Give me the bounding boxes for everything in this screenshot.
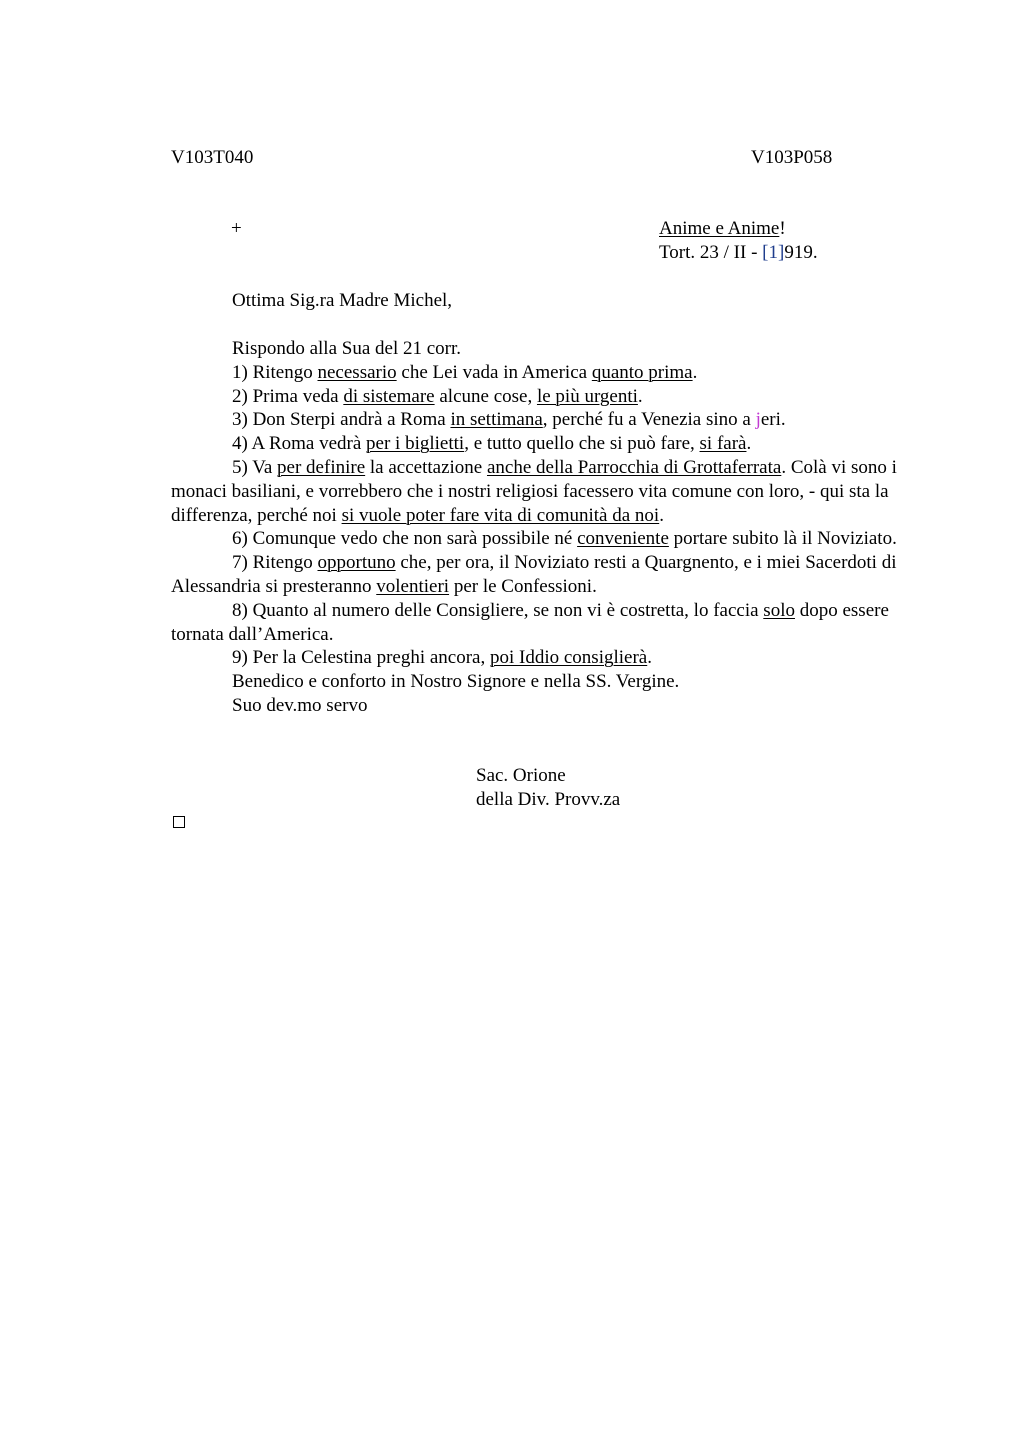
highlighted-letter-j: j [755, 409, 761, 431]
point-5: 5) Va per definire la accettazione anche della Parrocchia di Grottaferrata. Colà vi sono i monaci basiliani, e vorrebbero che i nostri religiosi facessero vita comune con loro, - qui sta la differenza, perché noi si vuole poter fare vita di comunità da noi. [171, 456, 897, 526]
end-of-document-box [173, 816, 185, 828]
motto-line [659, 217, 786, 240]
date-line [659, 241, 818, 264]
point-8: 8) Quanto al numero delle Consigliere, se non vi è costretta, lo faccia solo dopo essere tornata dall’America. [171, 599, 889, 645]
point-4: 4) A Roma vedrà per i biglietti, e tutto quello che si può fare, si farà. [232, 433, 752, 455]
signature-block [476, 764, 620, 812]
signature-name: Sac. Orione [476, 765, 566, 786]
intro-paragraph: Rispondo alla Sua del 21 corr. [232, 338, 462, 359]
signature-title: della Div. Provv.za [476, 788, 621, 810]
document-code-right: V103P058 [751, 147, 833, 168]
point-9: 9) Per la Celestina preghi ancora, poi Iddio consiglierà. [232, 647, 652, 669]
date-place: Tort. 23 / II - [659, 242, 763, 263]
point-1: 1) Ritengo necessario che Lei vada in America quanto prima. [232, 361, 698, 383]
point-6: 6) Comunque vedo che non sarà possibile né conveniente portare subito là il Noviziato. [232, 528, 897, 550]
point-7: 7) Ritengo opportuno che, per ora, il Noviziato resti a Quargnento, e i miei Sacerdoti di Alessandria si presteranno volentieri per le Confessioni. [171, 552, 897, 597]
salutation: Ottima Sig.ra Madre Michel, [232, 290, 453, 311]
closing-line: Suo dev.mo servo [232, 694, 368, 716]
motto-underlined: Anime e Anime [659, 218, 780, 239]
date-bracket-digit: 1 [768, 242, 778, 263]
date-bracket-open: [ [762, 242, 769, 263]
letter-body [171, 337, 931, 718]
blessing-line: Benedico e conforto in Nostro Signore e nella SS. Vergine. [232, 671, 680, 693]
cross-mark: + [231, 218, 242, 239]
document-code-left: V103T040 [171, 147, 254, 168]
motto-exclamation: ! [779, 218, 786, 239]
point-3: 3) Don Sterpi andrà a Roma in settimana, perché fu a Venezia sino a jeri. [232, 409, 786, 431]
date-year: 919. [784, 242, 818, 263]
date-bracket-close: ] [777, 242, 785, 263]
point-2: 2) Prima veda di sistemare alcune cose, le più urgenti. [232, 385, 643, 407]
